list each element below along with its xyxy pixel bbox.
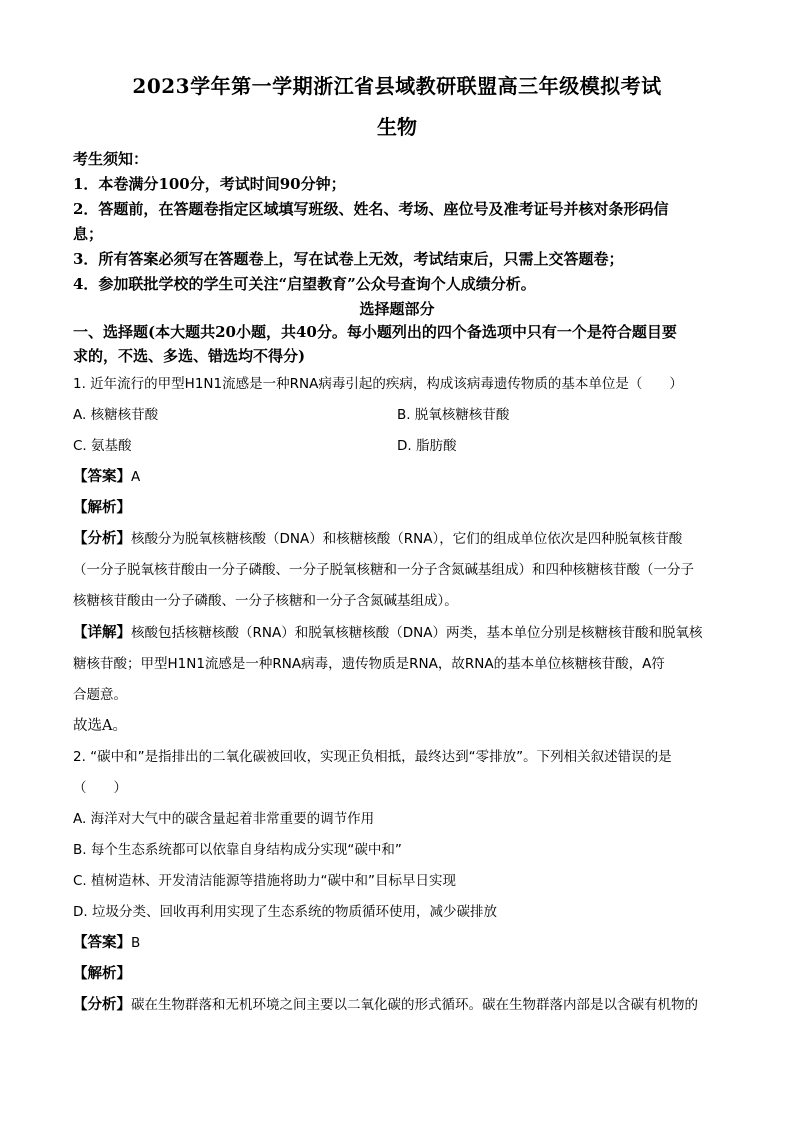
q1-option-b: B. 脱氧核糖核苷酸 <box>397 407 510 423</box>
answer-value: B <box>131 935 141 951</box>
q1-stem: 1. 近年流行的甲型H1N1流感是一种RNA病毒引起的疾病，构成该病毒遗传物质的基本单位是（ ） <box>73 376 683 392</box>
part-title: 选择题部分 <box>359 300 435 318</box>
fenxi-text: 碳在生物群落和无机环境之间主要以二氧化碳的形式循环。碳在生物群落内部是以含碳有机物的 <box>131 997 698 1013</box>
section-heading-1: 一、选择题(本大题共20小题，共40分。每小题列出的四个备选项中只有一个是符合题目要 <box>73 323 677 341</box>
q1-option-d: D. 脂肪酸 <box>397 438 457 454</box>
q1-xiangjie-line-2: 糖核苷酸；甲型H1N1流感是一种RNA病毒，遗传物质是RNA，故RNA的基本单位核糖核苷酸，A符 <box>73 656 665 672</box>
answer-tag: 【答案】 <box>73 468 131 485</box>
q2-stem-1: 2. “碳中和”是指排出的二氧化碳被回收，实现正负相抵，最终达到“零排放”。下列相关叙述错误的是 <box>73 749 672 765</box>
q2-option-a: A. 海洋对大气中的碳含量起着非常重要的调节作用 <box>73 811 375 827</box>
analysis-tag: 【解析】 <box>73 965 131 982</box>
answer-value: A <box>131 469 141 485</box>
section-heading-2: 求的，不选、多选、错选均不得分) <box>73 347 306 365</box>
notice-item-3: 3．所有答案必须写在答题卷上，写在试卷上无效，考试结束后，只需上交答题卷； <box>73 250 624 268</box>
q1-answer <box>73 467 733 487</box>
q1-option-c: C. 氨基酸 <box>73 438 132 454</box>
fenxi-tag: 【分析】 <box>73 530 131 547</box>
notice-item-2: 2．答题前，在答题卷指定区域填写班级、姓名、考场、座位号及准考证号并核对条形码信 <box>73 200 669 218</box>
subject-title: 生物 <box>377 115 417 139</box>
q1-option-a: A. 核糖核苷酸 <box>73 407 159 423</box>
fenxi-tag: 【分析】 <box>73 996 131 1013</box>
q1-conclusion: 故选A。 <box>73 718 127 734</box>
answer-tag: 【答案】 <box>73 934 131 951</box>
xiangjie-tag: 【详解】 <box>73 624 131 641</box>
xiangjie-text: 核酸包括核糖核酸（RNA）和脱氧核糖核酸（DNA）两类，基本单位分别是核糖核苷酸和脱氧核 <box>131 625 703 641</box>
q2-analysis-tag <box>73 964 733 984</box>
notice-item-4: 4．参加联批学校的学生可关注“启望教育”公众号查询个人成绩分析。 <box>73 275 536 293</box>
q2-option-c: C. 植树造林、开发清洁能源等措施将助力“碳中和”目标早日实现 <box>73 873 456 889</box>
notice-item-2-cont: 息； <box>73 225 104 243</box>
q2-fenxi-line-1 <box>73 995 733 1015</box>
q1-fenxi-line-2: （一分子脱氧核苷酸由一分子磷酸、一分子脱氧核糖和一分子含氮碱基组成）和四种核糖核苷酸（一分子 <box>73 562 694 578</box>
q1-analysis-tag <box>73 498 733 518</box>
q1-xiangjie-line-1 <box>73 623 733 643</box>
analysis-tag: 【解析】 <box>73 499 131 516</box>
q2-answer <box>73 933 733 953</box>
exam-title: 2023学年第一学期浙江省县域教研联盟高三年级模拟考试 <box>132 74 662 98</box>
notice-heading: 考生须知： <box>73 150 149 168</box>
q2-stem-2: （ ） <box>73 780 127 796</box>
q2-option-d: D. 垃圾分类、回收再利用实现了生态系统的物质循环使用，减少碳排放 <box>73 904 497 920</box>
q1-fenxi-line-1 <box>73 529 733 549</box>
q1-xiangjie-line-3: 合题意。 <box>73 687 127 703</box>
fenxi-text: 核酸分为脱氧核糖核酸（DNA）和核糖核酸（RNA），它们的组成单位依次是四种脱氧核苷酸 <box>131 531 683 547</box>
notice-item-1: 1．本卷满分100分，考试时间90分钟； <box>73 175 346 193</box>
q1-fenxi-line-3: 核糖核苷酸由一分子磷酸、一分子核糖和一分子含氮碱基组成）。 <box>73 593 458 609</box>
q2-option-b: B. 每个生态系统都可以依靠自身结构成分实现“碳中和” <box>73 842 402 858</box>
